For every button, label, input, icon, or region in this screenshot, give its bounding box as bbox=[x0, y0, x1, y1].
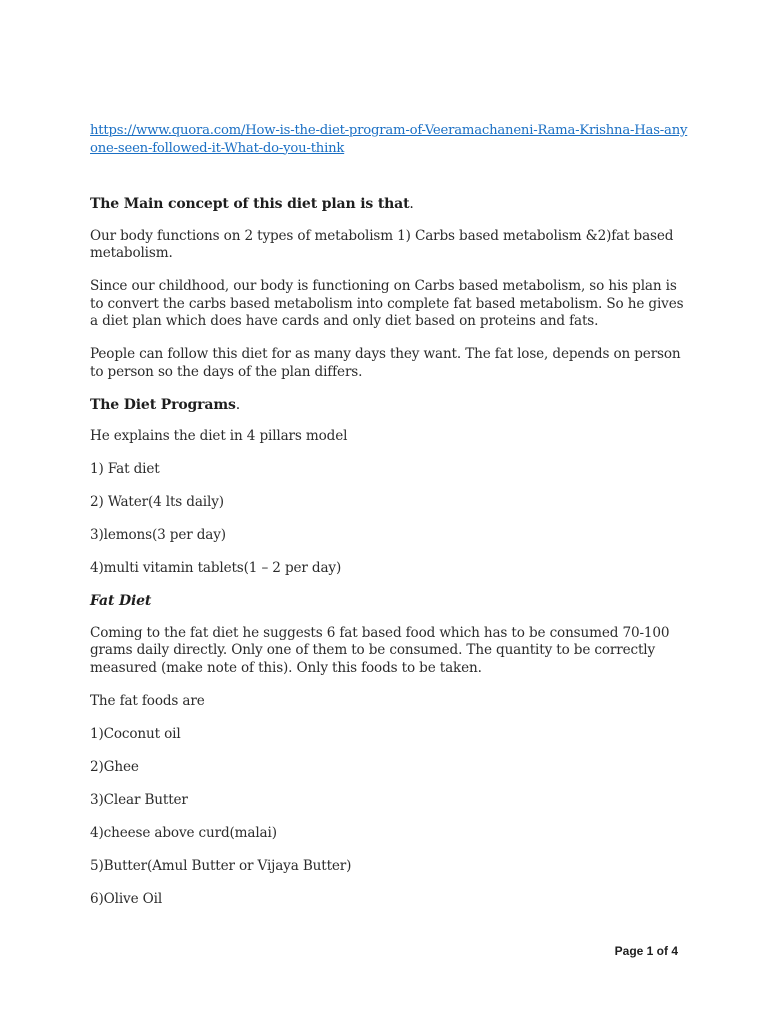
source-link[interactable]: https://www.quora.com/How-is-the-diet-program-of-Veeramachaneni-Rama-Krishna-Has-anyone-seen-followed-it-What-do-you-think bbox=[90, 123, 688, 156]
page-number: Page 1 of 4 bbox=[614, 944, 678, 958]
list-item: 6)Olive Oil bbox=[90, 890, 163, 907]
list-item: 2) Water(4 lts daily) bbox=[90, 494, 224, 510]
main-concept-heading-suffix: . bbox=[409, 196, 414, 212]
follow-paragraph: People can follow this diet for as many days they want. The fat lose, depends on person to person so the days of the plan differs. bbox=[90, 346, 681, 380]
list-item: 4)multi vitamin tablets(1 – 2 per day) bbox=[90, 560, 342, 576]
document-body bbox=[90, 122, 690, 924]
list-item: 4)cheese above curd(malai) bbox=[90, 824, 277, 841]
list-item: 3)Clear Butter bbox=[90, 791, 188, 808]
main-concept-heading-text: The Main concept of this diet plan is that bbox=[90, 196, 410, 212]
pillars-paragraph: He explains the diet in 4 pillars model bbox=[90, 428, 348, 444]
list-item: 5)Butter(Amul Butter or Vijaya Butter) bbox=[90, 857, 352, 874]
diet-programs-heading bbox=[90, 397, 690, 415]
main-concept-heading bbox=[90, 196, 690, 214]
diet-programs-heading-suffix: . bbox=[235, 396, 241, 413]
list-item: 3)lemons(3 per day) bbox=[90, 527, 226, 543]
fat-foods-paragraph: The fat foods are bbox=[90, 692, 205, 709]
diet-programs-heading-text: The Diet Programs bbox=[90, 396, 236, 413]
list-item: 1)Coconut oil bbox=[90, 725, 181, 742]
fat-diet-paragraph: Coming to the fat diet he suggests 6 fat based food which has to be consumed 70-100 grams daily directly. Only one of them to be consumed. The quantity to be correctly measured (make note of this). Only this foods to be taken. bbox=[90, 624, 670, 676]
list-item: 1) Fat diet bbox=[90, 461, 160, 477]
childhood-paragraph: Since our childhood, our body is functioning on Carbs based metabolism, so his plan is to convert the carbs based metabolism into complete fat based metabolism. So he gives a diet plan which does have cards and only diet based on proteins and fats. bbox=[90, 278, 684, 329]
fat-diet-subheading: Fat Diet bbox=[90, 593, 152, 609]
list-item: 2)Ghee bbox=[90, 758, 139, 775]
metabolism-paragraph: Our body functions on 2 types of metabolism 1) Carbs based metabolism &2)fat based metabolism. bbox=[90, 227, 674, 261]
